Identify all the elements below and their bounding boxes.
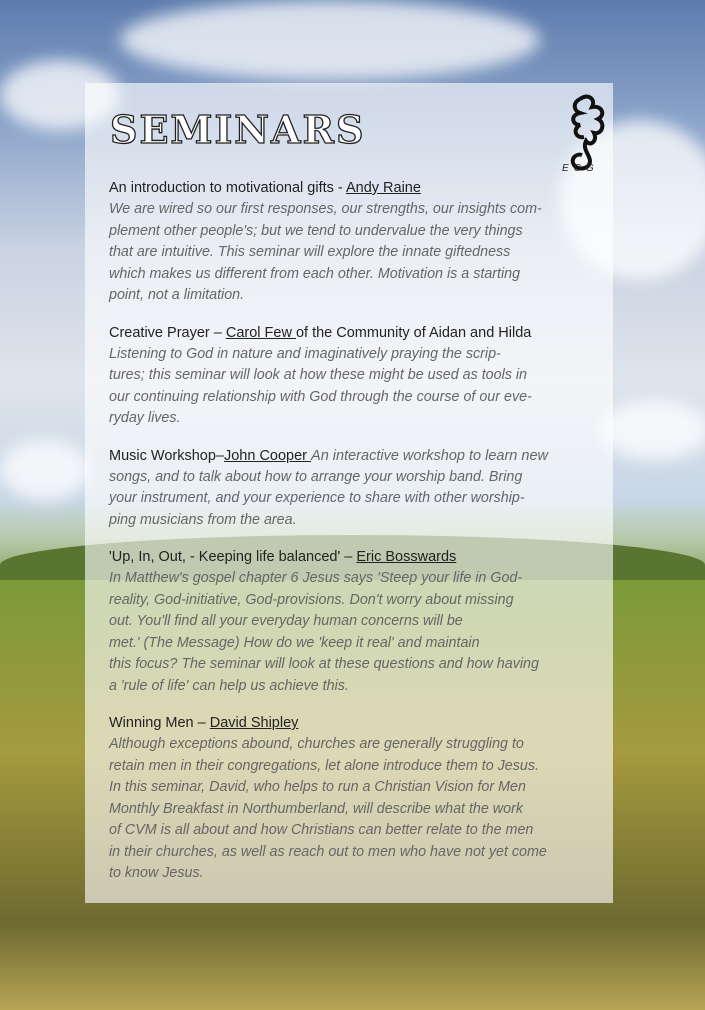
description-line: tures; this seminar will look at how these might be used as tools in <box>109 367 527 383</box>
description-line: Monthly Breakfast in Northumberland, will describe what the work <box>109 800 523 817</box>
description-line: that are intuitive. This seminar will explore the innate giftedness <box>109 244 511 260</box>
speaker-affiliation: of the Community of Aidan and Hilda <box>295 324 532 341</box>
description-line: met.' (The Message) How do we 'keep it real' and maintain <box>109 634 480 651</box>
seminar-heading <box>109 546 599 568</box>
seminar-title: Winning Men – <box>109 715 210 731</box>
seminar-title: 'Up, In, Out, - Keeping life balanced' – <box>109 549 357 565</box>
speaker-name: Eric Bosswards <box>356 549 457 565</box>
seminar-heading <box>109 445 599 467</box>
description-line: Although exceptions abound, churches are generally struggling to <box>109 736 524 752</box>
description-line: plement other people's; but we tend to undervalue the very things <box>109 222 523 239</box>
speaker-name: David Shipley <box>209 715 299 731</box>
description-line: this focus? The seminar will look at these questions and how having <box>109 656 539 672</box>
description-line: a 'rule of life' can help us achieve this. <box>109 677 349 694</box>
description-line: our continuing relationship with God through the course of our eve- <box>109 388 532 405</box>
seminar-4 <box>109 546 599 697</box>
seminar-2 <box>109 322 599 430</box>
description-line: your instrument, and your experience to share with other worship- <box>109 490 525 506</box>
description-line: In Matthew's gospel chapter 6 Jesus says 'Steep your life in God- <box>109 570 523 586</box>
seminar-3 <box>109 445 599 532</box>
description-line: In this seminar, David, who helps to run a Christian Vision for Men <box>109 779 526 795</box>
description-line: ping musicians from the area. <box>109 511 297 528</box>
seminars-panel <box>85 83 613 903</box>
description-line: of CVM is all about and how Christians can better relate to the men <box>109 822 534 838</box>
speaker-name: Carol Few <box>225 324 296 341</box>
cloud <box>600 400 705 460</box>
speaker-name: John Cooper <box>223 447 312 464</box>
cloud <box>0 440 90 500</box>
page-title: SEMINARS <box>110 107 366 152</box>
seminar-title: An introduction to motivational gifts - <box>109 180 346 196</box>
speaker-name: Andy Raine <box>345 180 421 196</box>
description-line: songs, and to talk about how to arrange your worship band. Bring <box>109 468 523 485</box>
seminar-heading <box>109 322 599 344</box>
seminar-title: Music Workshop– <box>109 447 224 464</box>
description-line: reality, God-initiative, God-provisions. Don't worry about missing <box>109 591 514 608</box>
description-line: to know Jesus. <box>109 865 204 881</box>
description-line: in their churches, as well as reach out to men who have not yet come <box>109 843 547 860</box>
description-line: ryday lives. <box>109 410 181 426</box>
description-line: out. You'll find all your everyday human concerns will be <box>109 613 463 629</box>
seminar-heading <box>109 712 599 734</box>
seminar-title: Creative Prayer – <box>109 324 226 341</box>
description-line: which makes us different from each other. Motivation is a starting <box>109 265 521 282</box>
description-line: retain men in their congregations, let alone introduce them to Jesus. <box>109 757 539 774</box>
cloud <box>120 0 540 80</box>
description-line: Listening to God in nature and imaginatively praying the scrip- <box>109 345 501 362</box>
description-line: point, not a limitation. <box>109 287 245 303</box>
description-line: We are wired so our first responses, our strengths, our insights com- <box>109 201 542 217</box>
logo-text: ECG <box>562 163 599 174</box>
seminar-description-inline: An interactive workshop to learn new <box>311 447 548 464</box>
seminar-5 <box>109 712 599 885</box>
seminar-list <box>109 177 599 885</box>
seminar-1 <box>109 177 599 307</box>
seminar-heading <box>109 177 599 199</box>
